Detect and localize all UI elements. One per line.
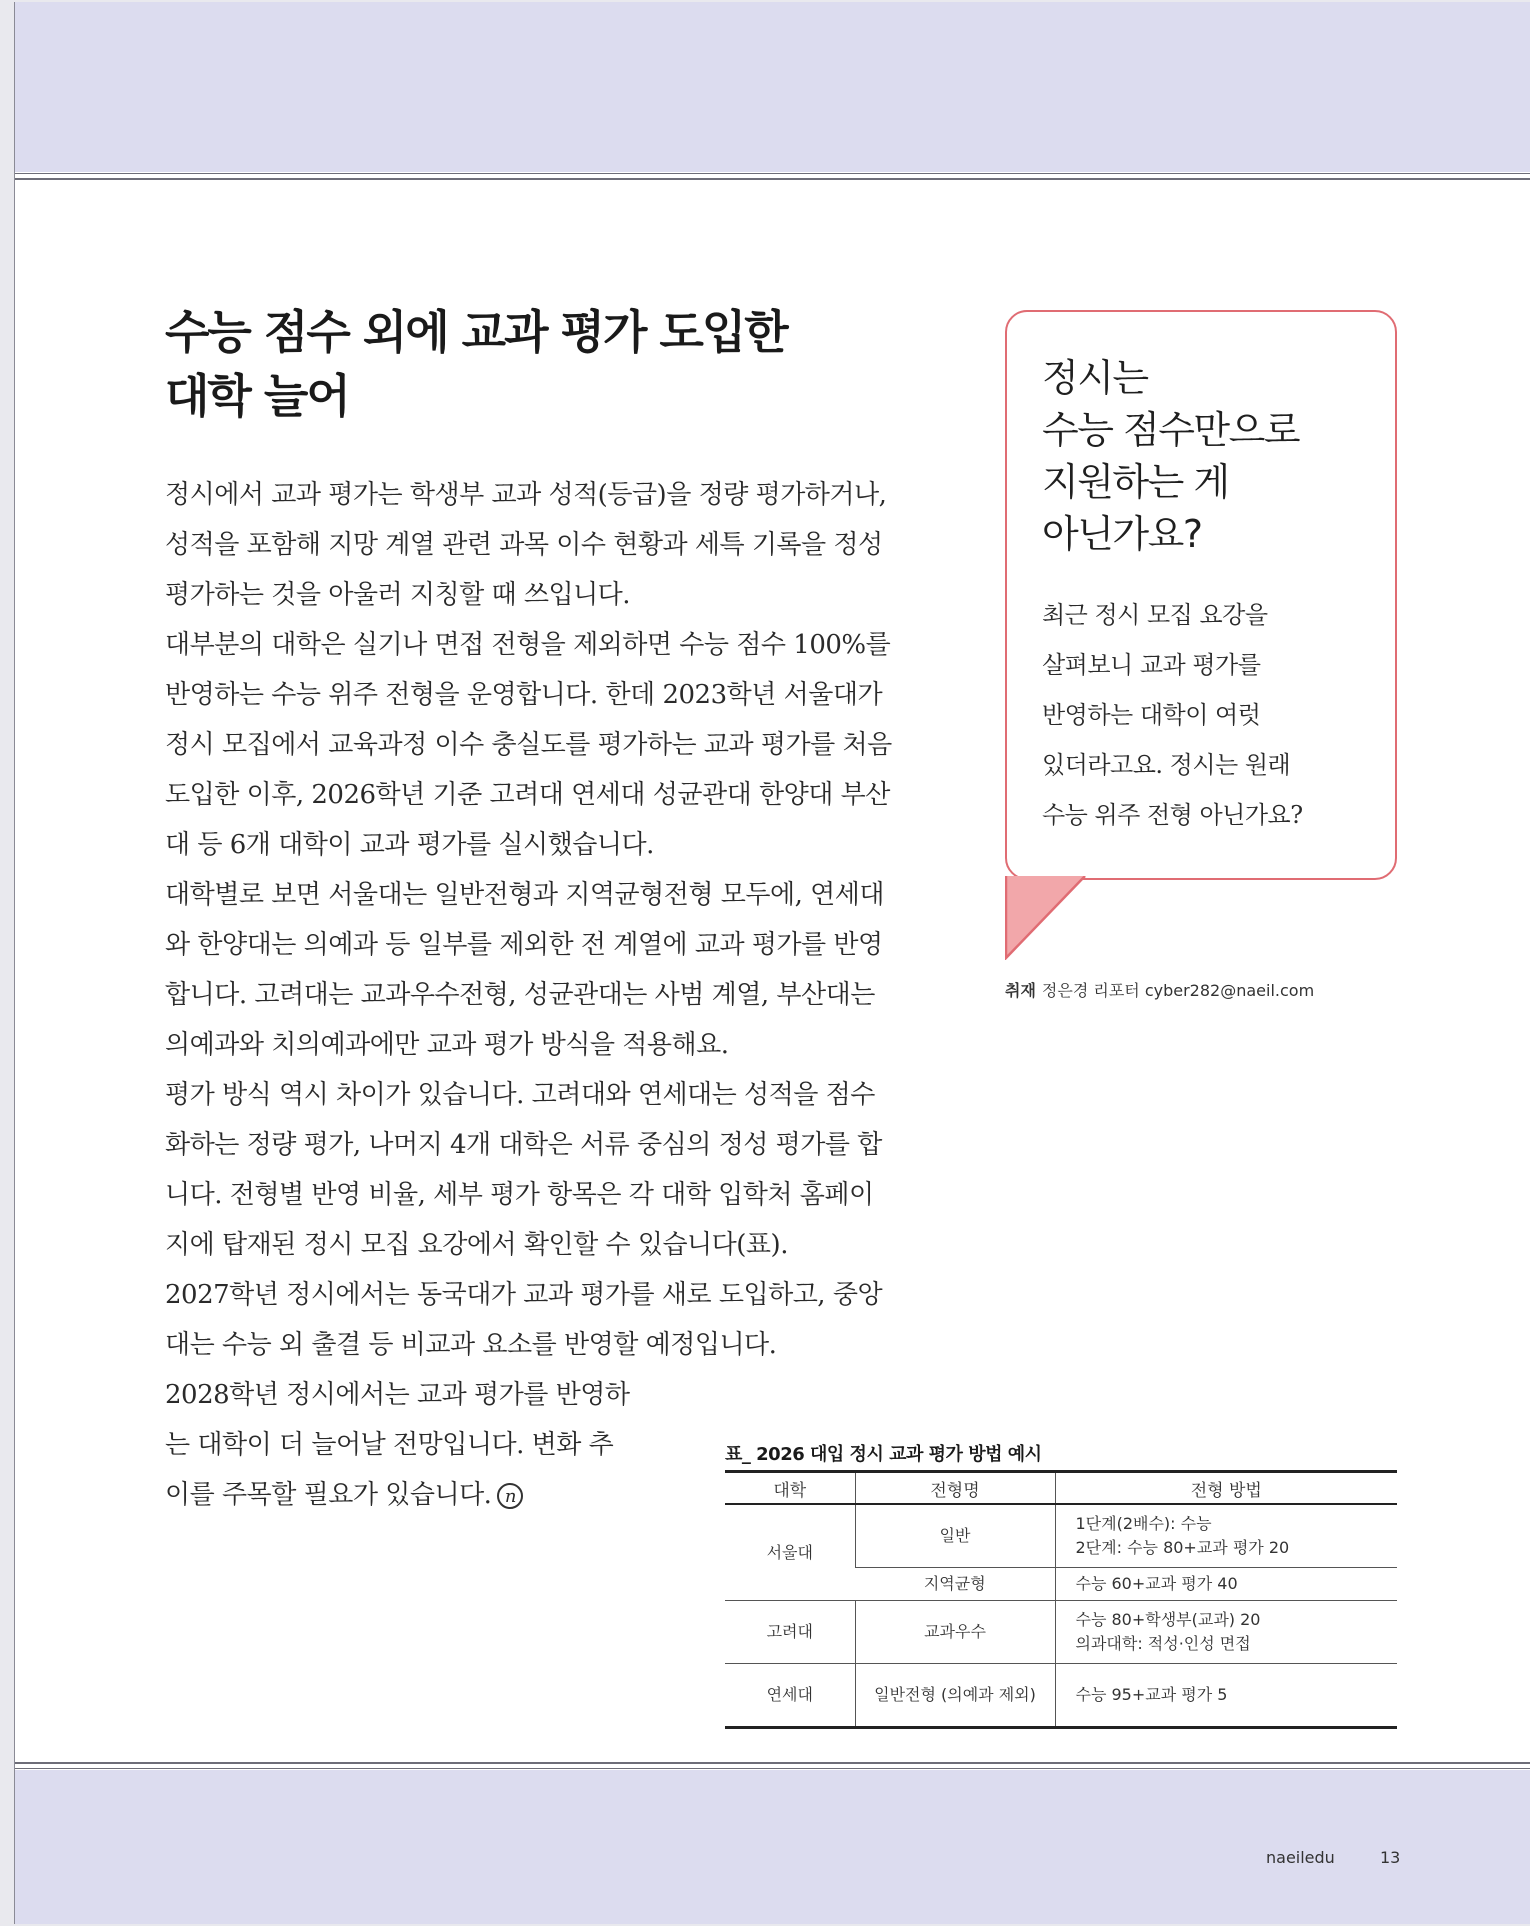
title-line-1: 수능 점수 외에 교과 평가 도입한 [165, 305, 787, 359]
cell-univ: 연세대 [725, 1664, 855, 1728]
footer-brand: naeiledu [1266, 1848, 1335, 1867]
question-text-line: 수능 위주 전형 아닌가요? [1042, 801, 1303, 829]
table-row [725, 1601, 1397, 1664]
method-line: 수능 60+교과 평가 40 [1075, 1574, 1238, 1593]
cell-method [1055, 1568, 1397, 1601]
end-mark-icon: n [497, 1483, 523, 1509]
body-paragraph-6 [165, 1370, 635, 1520]
cell-univ: 고려대 [725, 1601, 855, 1664]
header-univ: 대학 [725, 1472, 855, 1505]
cell-method [1055, 1601, 1397, 1664]
cell-type: 일반 [855, 1504, 1055, 1568]
question-text-line: 최근 정시 모집 요강을 [1042, 601, 1268, 629]
reporter-credit [1005, 978, 1314, 1001]
method-line: 수능 95+교과 평가 5 [1075, 1685, 1228, 1704]
body-paragraph-2: 대부분의 대학은 실기나 면접 전형을 제외하면 수능 점수 100%를 반영하는 수능 위주 전형을 운영합니다. 한데 2023학년 서울대가 정시 모집에서 교육과정 이수 충실도를 평가하는 교과 평가를 처음 도입한 이후, 2026학년 기준 고려대 연세대 성균관대 한양대 부산대 등 6개 대학이 교과 평가를 실시했습니다. [165, 630, 892, 860]
article-body [165, 470, 895, 1520]
cell-type: 일반전형 (의예과 제외) [855, 1664, 1055, 1728]
question-title [1042, 352, 1382, 560]
footer-band [15, 1770, 1530, 1924]
question-title-line: 아닌가요? [1042, 512, 1202, 556]
cell-type: 지역균형 [855, 1568, 1055, 1601]
cell-method [1055, 1504, 1397, 1568]
cell-univ: 서울대 [725, 1504, 855, 1601]
question-text-line: 있더라고요. 정시는 원래 [1042, 751, 1291, 779]
body-paragraph-6-text: 2028학년 정시에서는 교과 평가를 반영하는 대학이 더 늘어날 전망입니다. 변화 추이를 주목할 필요가 있습니다. [165, 1380, 630, 1510]
table-header-row [725, 1472, 1397, 1505]
speech-tail-icon [1005, 876, 1087, 960]
question-title-line: 지원하는 게 [1042, 460, 1229, 504]
table-caption: 표_ 2026 대입 정시 교과 평가 방법 예시 [725, 1444, 1042, 1465]
table-row [725, 1504, 1397, 1568]
credit-text: 정은경 리포터 cyber282@naeil.com [1041, 981, 1315, 1000]
credit-label: 취재 [1005, 981, 1036, 1000]
cell-type: 교과우수 [855, 1601, 1055, 1664]
body-paragraph-3: 대학별로 보면 서울대는 일반전형과 지역균형전형 모두에, 연세대와 한양대는 의예과 등 일부를 제외한 전 계열에 교과 평가를 반영합니다. 고려대는 교과우수전형, 성균관대는 사범 계열, 부산대는 의예과와 치의예과에만 교과 평가 방식을 적용해요. [165, 880, 884, 1060]
article-title [165, 300, 865, 428]
question-text-line: 살펴보니 교과 평가를 [1042, 651, 1261, 679]
body-paragraph-5: 2027학년 정시에서는 동국대가 교과 평가를 새로 도입하고, 중앙대는 수능 외 출결 등 비교과 요소를 반영할 예정입니다. [165, 1280, 883, 1360]
method-line: 2단계: 수능 80+교과 평가 20 [1075, 1538, 1290, 1557]
title-line-2: 대학 늘어 [165, 369, 349, 423]
method-line: 의과대학: 적성·인성 면접 [1075, 1634, 1251, 1653]
footer-rule [15, 1768, 1530, 1769]
footer-rule-thick [15, 1762, 1530, 1764]
header-method: 전형 방법 [1055, 1472, 1397, 1505]
question-text-line: 반영하는 대학이 여럿 [1042, 701, 1261, 729]
method-line: 수능 80+학생부(교과) 20 [1075, 1610, 1261, 1629]
question-text [1042, 590, 1382, 840]
table-row [725, 1664, 1397, 1728]
body-paragraph-4: 평가 방식 역시 차이가 있습니다. 고려대와 연세대는 성적을 점수화하는 정량 평가, 나머지 4개 대학은 서류 중심의 정성 평가를 합니다. 전형별 반영 비율, 세부 평가 항목은 각 대학 입학처 홈페이지에 탑재된 정시 모집 요강에서 확인할 수 있습니다(표). [165, 1080, 882, 1260]
question-title-line: 정시는 [1042, 356, 1148, 400]
header-rule-thick [15, 178, 1530, 180]
page-number: 13 [1380, 1848, 1401, 1867]
header-rule [15, 173, 1530, 174]
header-band [15, 2, 1530, 172]
method-line: 1단계(2배수): 수능 [1075, 1514, 1212, 1533]
question-title-line: 수능 점수만으로 [1042, 408, 1300, 452]
cell-method [1055, 1664, 1397, 1728]
header-type: 전형명 [855, 1472, 1055, 1505]
body-paragraph-1: 정시에서 교과 평가는 학생부 교과 성적(등급)을 정량 평가하거나, 성적을 포함해 지망 계열 관련 과목 이수 현황과 세특 기록을 정성 평가하는 것을 아울러 지칭할 때 쓰입니다. [165, 480, 887, 610]
admission-table [725, 1470, 1397, 1729]
